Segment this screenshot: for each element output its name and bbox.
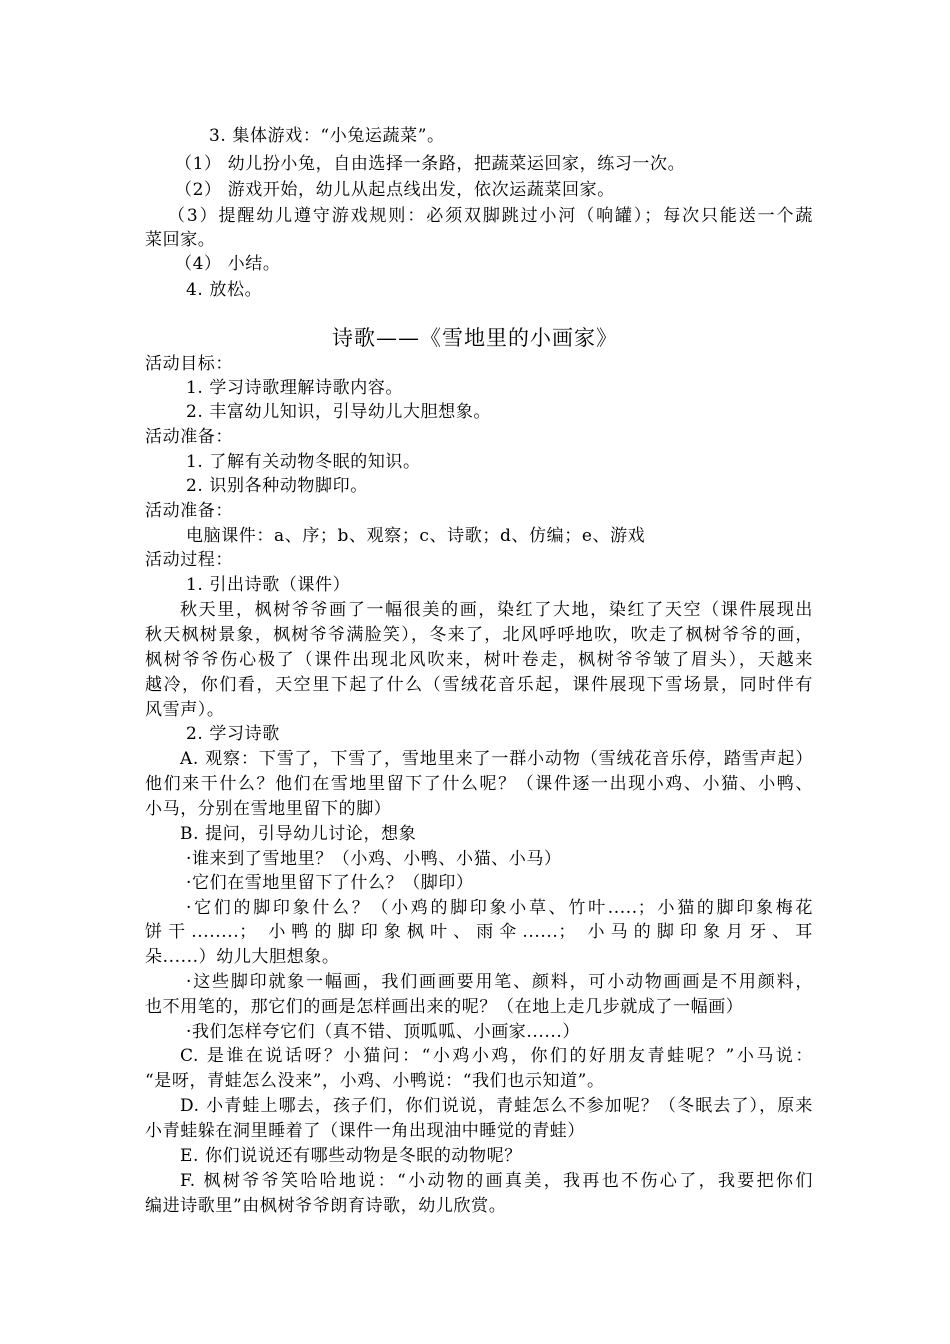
question-4-line: ·这些脚印就象一幅画，我们画画要用笔、颜料，可小动物画画是不用颜料，	[186, 972, 813, 992]
prep-heading-2: 活动准备：	[145, 501, 233, 521]
game-step-2: （2） 游戏开始，幼儿从起点线出发，依次运蔬菜回家。	[175, 180, 615, 200]
observe-line: 小马，分别在雪地里留下的脚）	[145, 799, 392, 819]
dialogue-line: C. 是谁在说话呀？小猫问：“小鸡小鸡，你们的好朋友青蛙呢？”小马说：	[180, 1046, 813, 1066]
question-5: ·我们怎样夸它们（真不错、顶呱呱、小画家......）	[186, 1022, 581, 1042]
game-step-1: （1） 幼儿扮小兔，自由选择一条路，把蔬菜运回家，练习一次。	[175, 154, 686, 174]
observe-line: 他们来干什么？他们在雪地里留下了什么呢？（课件逐一出现小鸡、小猫、小鸭、	[145, 774, 813, 794]
prep-item-1: 1. 了解有关动物冬眠的知识。	[186, 452, 421, 472]
process-step-2: 2. 学习诗歌	[186, 724, 280, 744]
game-step-3-line1: （3）提醒幼儿遵守游戏规则：必须双脚跳过小河（响罐）；每次只能送一个蔬	[168, 206, 813, 226]
dialogue-line: “是呀，青蛙怎么没来”，小鸡、小鸭说：“我们也示知道”。	[145, 1071, 605, 1091]
prep-item-2: 2. 识别各种动物脚印。	[186, 476, 368, 496]
intro-paragraph-line: 秋天枫树景象，枫树爷爷满脸笑），冬来了，北风呼呼地吹，吹走了枫树爷爷的画，	[145, 625, 813, 645]
intro-paragraph-line: 越冷，你们看，天空里下起了什么（雪绒花音乐起，课件展现下雪场景，同时伴有	[145, 675, 813, 695]
game-item-3: 3. 集体游戏：“小兔运蔬菜”。	[209, 126, 445, 146]
frog-line: D. 小青蛙上哪去，孩子们，你们说说，青蛙怎么不参加呢？（冬眠去了），原来	[180, 1096, 813, 1116]
goal-1: 1. 学习诗歌理解诗歌内容。	[186, 378, 404, 398]
question-3-line: 朵......）幼儿大胆想象。	[145, 947, 340, 967]
courseware-line: 电脑课件：a、序；b、观察；c、诗歌；d、仿编；e、游戏	[186, 526, 646, 546]
poem-title: 诗歌——《雪地里的小画家》	[332, 326, 618, 350]
question-2: ·它们在雪地里留下了什么？（脚印）	[186, 873, 474, 893]
game-step-4: （4） 小结。	[175, 254, 281, 274]
prep-heading: 活动准备：	[145, 427, 233, 447]
question-3-line: ·它们的脚印象什么？（小鸡的脚印象小草、竹叶.....；小猫的脚印象梅花	[186, 898, 813, 918]
question-intro: B. 提问，引导幼儿讨论，想象	[180, 824, 417, 844]
process-heading: 活动过程：	[145, 550, 233, 570]
frog-line: 小青蛙躲在洞里睡着了（课件一角出现油中睡觉的青蛙）	[145, 1121, 585, 1141]
question-4-line: 也不用笔的，那它们的画是怎样画出来的呢？（在地上走几步就成了一幅画）	[145, 997, 744, 1017]
observe-line: A. 观察：下雪了，下雪了，雪地里来了一群小动物（雪绒花音乐停，踏雪声起）	[180, 749, 813, 769]
question-3-line: 饼干........； 小鸭的脚印象枫叶、雨伞......； 小马的脚印象月牙、耳	[145, 922, 813, 942]
goals-heading: 活动目标：	[145, 354, 233, 374]
intro-paragraph-line: 枫树爷爷伤心极了（课件出现北风吹来，树叶卷走，枫树爷爷皱了眉头），天越来	[145, 650, 813, 670]
game-step-3-line2: 菜回家。	[145, 230, 216, 250]
intro-paragraph-line: 秋天里，枫树爷爷画了一幅很美的画，染红了大地，染红了天空（课件展现出	[180, 600, 813, 620]
process-step-1: 1. 引出诗歌（课件）	[186, 575, 351, 595]
goal-2: 2. 丰富幼儿知识，引导幼儿大胆想象。	[186, 402, 492, 422]
recital-line: F. 枫树爷爷笑哈哈地说：“小动物的画真美，我再也不伤心了，我要把你们	[180, 1171, 813, 1191]
intro-paragraph-line: 风雪声）。	[145, 700, 225, 720]
hibernation-question: E. 你们说说还有哪些动物是冬眠的动物呢？	[180, 1146, 522, 1166]
relax-item-4: 4. 放松。	[186, 280, 263, 300]
recital-line: 编进诗歌里”由枫树爷爷朗育诗歌，幼儿欣赏。	[145, 1196, 507, 1216]
question-1: ·谁来到了雪地里？（小鸡、小鸭、小猫、小马）	[186, 849, 562, 869]
